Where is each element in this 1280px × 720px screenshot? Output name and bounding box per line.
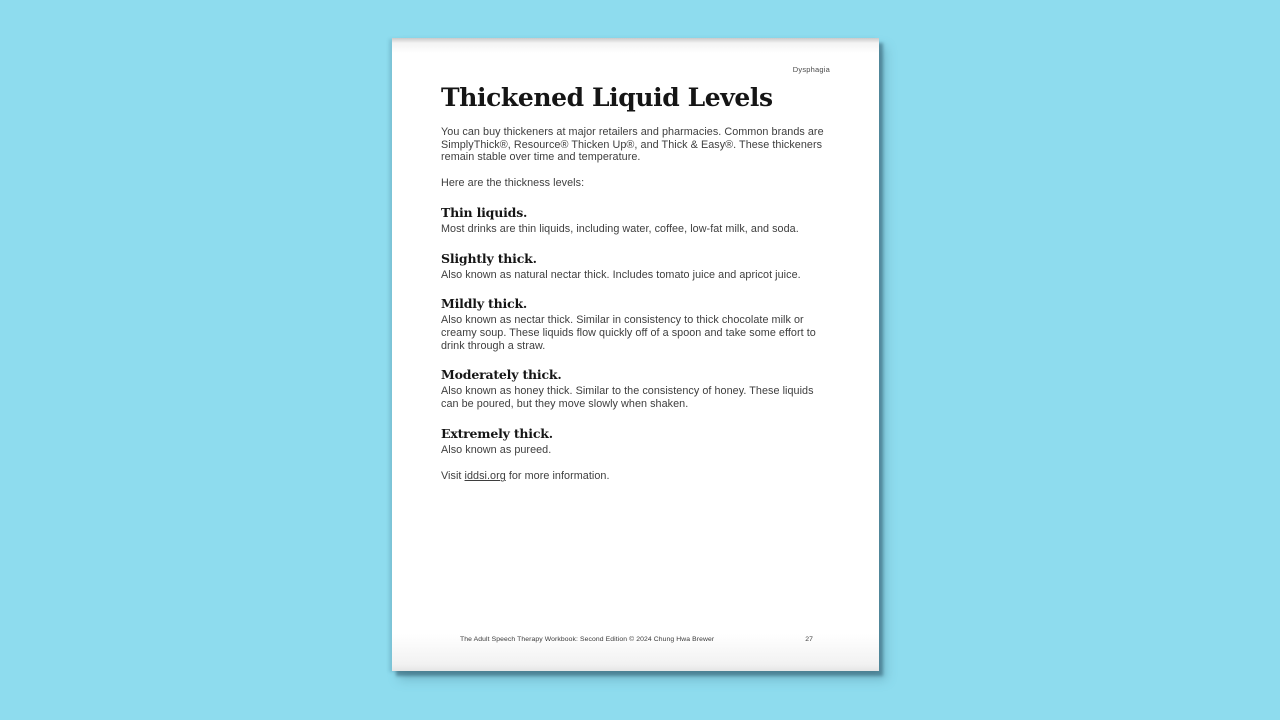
page-footer	[460, 636, 813, 644]
level-heading: Moderately thick.	[441, 367, 562, 383]
level-description: Most drinks are thin liquids, including water, coffee, low-fat milk, and soda.	[441, 222, 799, 235]
visit-suffix: for more information.	[505, 470, 610, 483]
iddsi-link[interactable]: iddsi.org	[464, 470, 506, 483]
footer-page-number: 27	[805, 636, 813, 643]
document-page	[392, 38, 879, 671]
level-section-extremely-thick	[441, 427, 830, 457]
level-section-thin	[441, 206, 830, 236]
level-section-slightly-thick	[441, 252, 830, 282]
level-description: Also known as natural nectar thick. Includes tomato juice and apricot juice.	[441, 268, 801, 281]
level-section-moderately-thick	[441, 368, 830, 410]
chapter-label: Dysphagia	[792, 65, 830, 74]
page-title: Thickened Liquid Levels	[441, 83, 773, 112]
level-heading: Thin liquids.	[441, 204, 528, 220]
intro-paragraph: You can buy thickeners at major retailers and pharmacies. Common brands are SimplyThick®, Resource® Thicken Up®, and Thick & Easy®. These thickeners remain stable over time and temperature.	[441, 126, 824, 164]
level-heading: Mildly thick.	[441, 296, 528, 312]
level-description: Also known as honey thick. Similar to the consistency of honey. These liquids can be poured, but they move slowly when shaken.	[441, 385, 814, 411]
page-header	[441, 38, 830, 74]
level-heading: Extremely thick.	[441, 425, 553, 441]
footer-credit: The Adult Speech Therapy Workbook: Second Edition © 2024 Chung Hwa Brewer	[460, 636, 715, 643]
visit-prefix: Visit	[441, 470, 465, 483]
level-description: Also known as pureed.	[441, 443, 552, 456]
levels-intro-line: Here are the thickness levels:	[441, 177, 585, 190]
level-description: Also known as nectar thick. Similar in consistency to thick chocolate milk or creamy soup. These liquids flow quickly off of a spoon and take some effort to drink through a straw.	[441, 314, 816, 352]
visit-line	[441, 470, 830, 483]
level-section-mildly-thick	[441, 297, 830, 352]
level-heading: Slightly thick.	[441, 250, 537, 266]
